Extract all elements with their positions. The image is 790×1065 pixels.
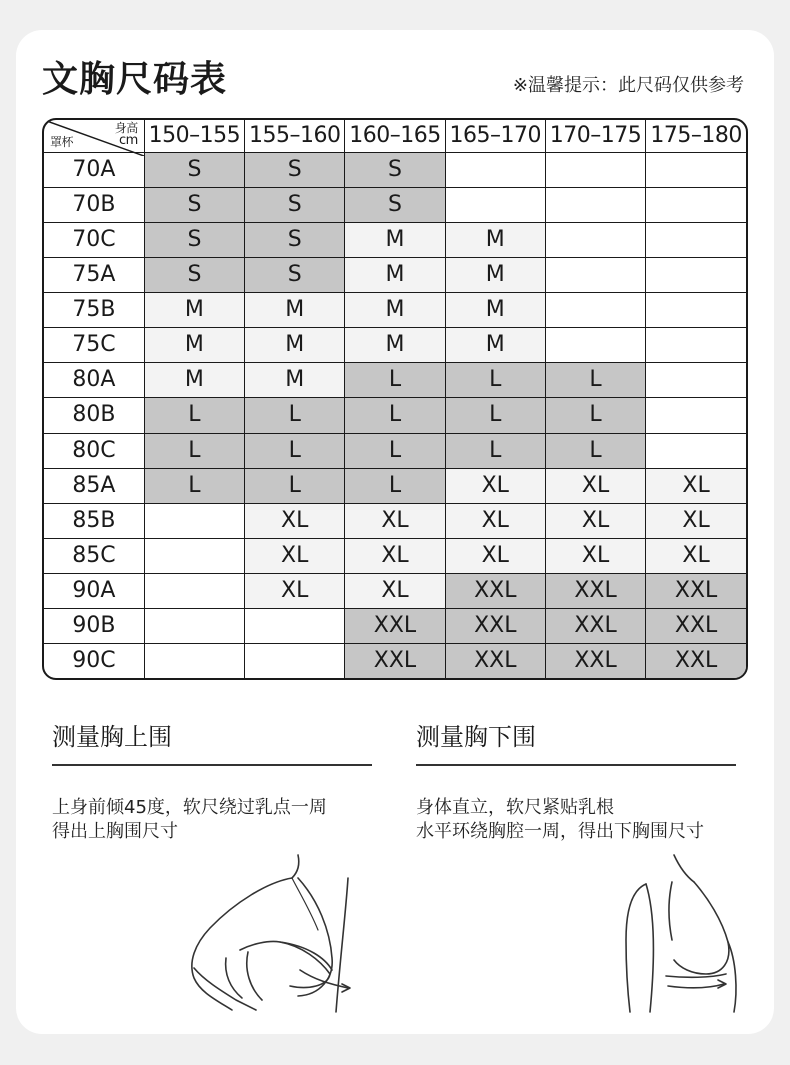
table-row [44,293,746,328]
size-cell: XL [445,503,545,538]
table-row [44,608,746,643]
size-cell [646,328,746,363]
size-cell [445,153,545,188]
size-cell: S [144,153,244,188]
size-cell [144,608,244,643]
size-cell [646,363,746,398]
size-cell: M [445,223,545,258]
size-cell [144,573,244,608]
size-cell: XXL [646,573,746,608]
cup-size-cell: 75A [44,258,144,293]
size-cell: XL [545,468,645,503]
size-cell [245,643,345,678]
size-cell: XL [245,503,345,538]
size-cell: M [144,293,244,328]
size-cell: M [345,258,445,293]
size-cell: XXL [545,573,645,608]
size-cell [144,643,244,678]
size-cell: M [144,328,244,363]
size-cell: XXL [445,608,545,643]
table-row [44,433,746,468]
table-row [44,328,746,363]
corner-height-label: 身高 [114,121,138,135]
size-cell [144,538,244,573]
size-cell: M [245,328,345,363]
cup-size-cell: 90A [44,573,144,608]
cup-size-cell: 70B [44,188,144,223]
size-cell: L [245,468,345,503]
size-cell: XXL [345,643,445,678]
size-cell: XL [545,538,645,573]
size-cell: M [245,293,345,328]
table-row [44,223,746,258]
size-cell [646,153,746,188]
reference-note: ※温馨提示：此尺码仅供参考 [512,75,744,96]
size-cell: M [345,293,445,328]
size-cell: L [144,468,244,503]
size-cell: M [144,363,244,398]
size-cell: L [345,468,445,503]
size-cell [545,153,645,188]
size-cell: L [144,433,244,468]
size-cell [144,503,244,538]
size-cell [646,223,746,258]
cup-size-cell: 85C [44,538,144,573]
size-cell: XXL [445,573,545,608]
measure-under-section [416,722,736,844]
size-cell [545,223,645,258]
size-cell: L [345,363,445,398]
size-cell: M [345,223,445,258]
size-cell: XXL [445,643,545,678]
table-row [44,398,746,433]
size-cell: L [545,398,645,433]
size-cell: XL [345,538,445,573]
size-cell: XL [345,503,445,538]
size-cell: XL [245,538,345,573]
size-cell: XL [646,503,746,538]
size-cell [545,328,645,363]
size-cell: XXL [345,608,445,643]
size-cell: L [445,398,545,433]
size-cell: L [545,363,645,398]
height-header-5: 170–175 [545,120,645,153]
table-row [44,363,746,398]
size-cell: S [144,188,244,223]
cup-size-cell: 90C [44,643,144,678]
size-cell: XL [445,468,545,503]
size-table [44,120,746,678]
size-cell: L [545,433,645,468]
size-cell: S [144,258,244,293]
height-header-4: 165–170 [445,120,545,153]
size-cell: M [445,258,545,293]
size-cell: M [445,328,545,363]
size-cell [545,188,645,223]
table-row [44,503,746,538]
size-cell: L [445,363,545,398]
table-row [44,188,746,223]
table-row [44,643,746,678]
size-cell: XL [545,503,645,538]
size-cell: S [345,188,445,223]
corner-header-cell [44,120,144,153]
size-cell: S [144,223,244,258]
cup-size-cell: 70C [44,223,144,258]
table-row [44,153,746,188]
size-table-body [44,153,746,679]
size-cell: M [445,293,545,328]
size-cell: S [245,188,345,223]
size-cell [646,258,746,293]
table-row [44,573,746,608]
measure-under-desc: 身体直立，软尺紧贴乳根 水平环绕胸腔一周，得出下胸围尺寸 [416,797,704,842]
height-header-1: 150–155 [144,120,244,153]
size-cell [245,608,345,643]
size-cell: XXL [545,608,645,643]
size-cell: XXL [646,643,746,678]
size-cell: XXL [545,643,645,678]
size-cell: S [245,258,345,293]
cup-size-cell: 80B [44,398,144,433]
table-row [44,538,746,573]
table-row [44,468,746,503]
measure-upper-desc: 上身前倾45度，软尺绕过乳点一周 得出上胸围尺寸 [52,797,327,842]
cup-size-cell: 80C [44,433,144,468]
height-header-3: 160–165 [345,120,445,153]
size-cell: XL [445,538,545,573]
corner-unit-label: cm [118,133,138,148]
size-cell: XXL [646,608,746,643]
size-cell: L [144,398,244,433]
table-row [44,258,746,293]
cup-size-cell: 75C [44,328,144,363]
size-cell: L [345,398,445,433]
height-header-2: 155–160 [245,120,345,153]
size-cell: XL [245,573,345,608]
size-cell: L [445,433,545,468]
size-cell: M [245,363,345,398]
under-bust-illustration [610,850,750,1015]
size-cell [646,188,746,223]
size-cell: L [245,398,345,433]
measure-upper-title: 测量胸上围 [52,722,372,766]
table-header-row [44,120,746,153]
cup-size-cell: 85A [44,468,144,503]
size-cell: M [345,328,445,363]
size-cell [646,433,746,468]
measure-under-title: 测量胸下围 [416,722,736,766]
size-cell [545,293,645,328]
cup-size-cell: 80A [44,363,144,398]
size-cell: XL [345,573,445,608]
measure-upper-section [52,722,372,844]
size-cell [646,293,746,328]
size-cell: XL [646,538,746,573]
size-cell: S [245,223,345,258]
cup-size-cell: 85B [44,503,144,538]
size-cell: S [245,153,345,188]
size-cell: L [345,433,445,468]
upper-bust-illustration [180,850,370,1015]
corner-cup-label: 罩杯 [50,135,74,149]
height-header-6: 175–180 [646,120,746,153]
size-cell: L [245,433,345,468]
cup-size-cell: 90B [44,608,144,643]
cup-size-cell: 75B [44,293,144,328]
size-cell: XL [646,468,746,503]
size-cell [545,258,645,293]
size-table-frame [42,118,748,680]
size-cell [445,188,545,223]
page-title: 文胸尺码表 [42,59,228,100]
size-cell [646,398,746,433]
size-cell: S [345,153,445,188]
cup-size-cell: 70A [44,153,144,188]
